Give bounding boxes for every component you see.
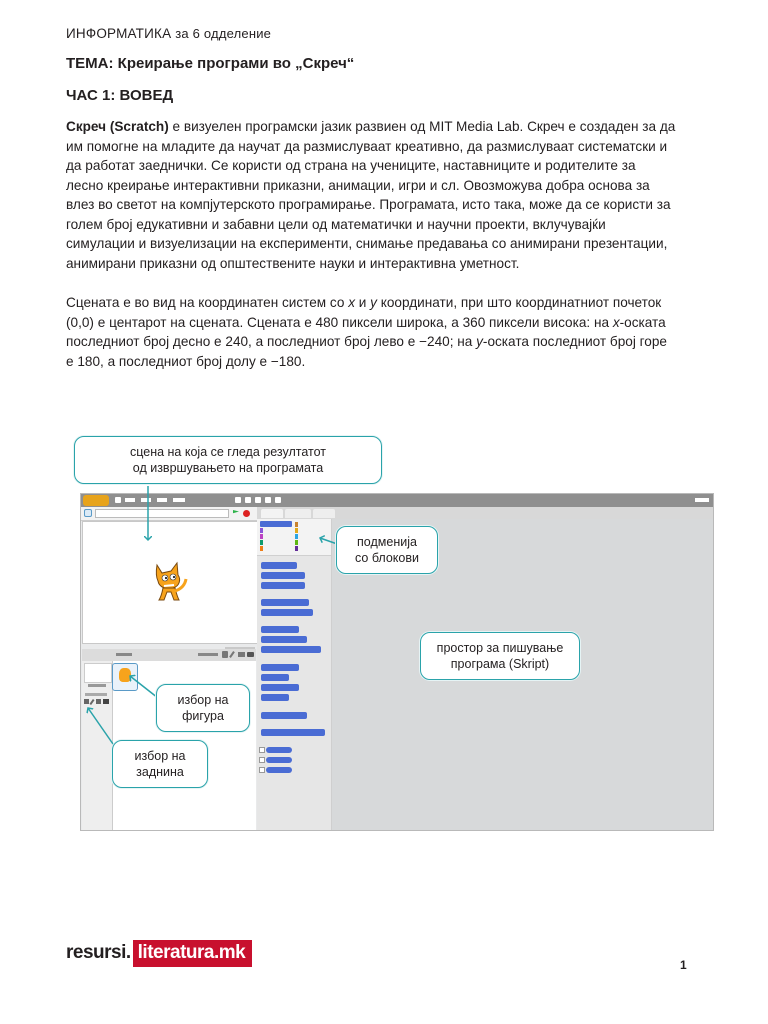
callout-blocks — [336, 526, 438, 574]
callout-backdrop-line2: заднина — [136, 765, 184, 779]
coord-text-4: -оската последниот број десно е 240, а последниот број лево е −240; на — [66, 314, 666, 349]
callout-script-line2: програма (Skript) — [450, 657, 550, 671]
callout-backdrop — [112, 740, 208, 788]
callout-backdrop-line1: избор на — [134, 749, 186, 763]
coord-x-2: x — [612, 314, 620, 330]
header-subject: ИНФОРМАТИКА — [66, 26, 172, 41]
coord-text-5: -оската последниот број горе е 180, а последниот број долу е −180. — [66, 334, 667, 369]
logo-literatura: literatura.mk — [133, 940, 253, 967]
coord-text-3: координати, при што координатниот почеток (0,0) е центарот на сцената. Сцената е 480 пиксели широка, а 360 пиксели висока: на — [66, 295, 662, 330]
coord-x: x — [348, 295, 356, 310]
arrow-backdrop — [88, 708, 113, 744]
topic-title: ТЕМА: Креирање програми во „Скреч“ — [66, 55, 355, 72]
arrow-sprite — [130, 676, 158, 698]
header-grade: за 6 одделение — [175, 26, 272, 41]
lesson-title: ЧАС 1: ВОВЕД — [66, 87, 174, 104]
callout-stage-line2: од извршувањето на програмата — [132, 461, 324, 475]
coord-y: y — [370, 295, 377, 310]
coord-y-2: y — [476, 334, 483, 349]
coord-text-1: Сцената е во вид на координатен систем со — [66, 295, 349, 310]
callout-stage-line1: сцена на која се гледа резултатот — [129, 445, 327, 459]
coord-text-2: и — [355, 295, 371, 310]
logo-resursi: resursi. — [66, 942, 131, 963]
callout-script-line1: простор за пишување — [436, 641, 564, 655]
callout-sprite — [156, 684, 250, 732]
scratch-term: Скреч (Scratch) — [66, 119, 169, 134]
callout-stage — [74, 436, 382, 484]
callout-sprite-line2: фигура — [182, 709, 224, 723]
page-number: 1 — [680, 958, 687, 972]
callout-sprite-line1: избор на — [177, 693, 229, 707]
callout-blocks-line1: подменија — [357, 535, 417, 549]
callout-script — [420, 632, 580, 680]
callout-blocks-line2: со блокови — [355, 551, 419, 565]
intro-text: е визуелен програмски јазик развиен од MIT Media Lab. Скреч е создаден за да им помогне на младите да научат да размислуваат креативно, да размислуваат систематски и да работат заеднички. Се користи од страна на учениците, наставниците и родителите за лесно креирање интерактивни приказни, анимации, игри и сл. Овозможува добра основа за влез во светот на компјутерското програмирање. Програмата, исто така, може да се користи за голем број едукативни и забавни цели од математички и научни проекти, вклучувајќи симулации и визуелизации на експерименти, снимање предавања со анимирани презентации, анимирани приказни од општествените науки и интерактивна уметност. — [66, 119, 676, 271]
